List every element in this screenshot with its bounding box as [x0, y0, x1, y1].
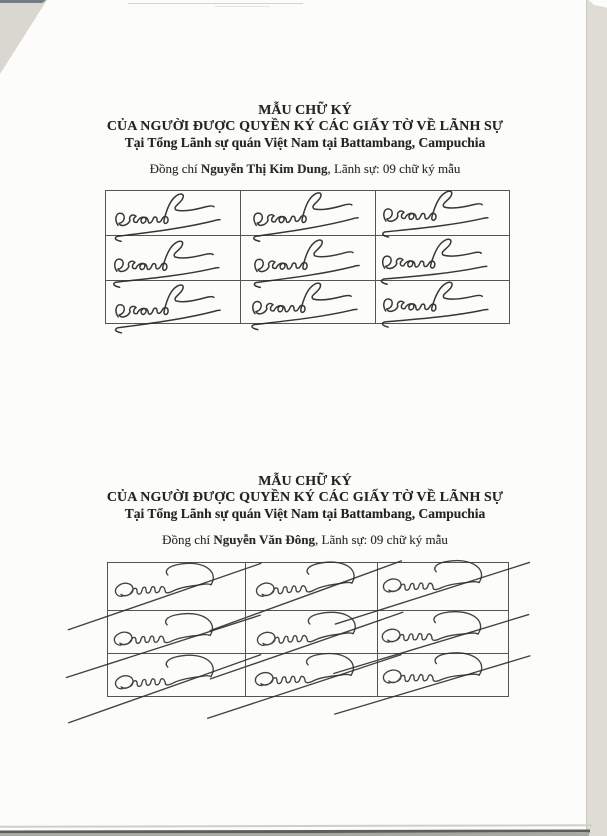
- section-1-subtitle: [12, 161, 598, 177]
- van-dong-signature: [248, 653, 386, 702]
- signature-cell: [108, 563, 246, 611]
- scan-noise-line: [128, 3, 303, 4]
- signature-cell: [108, 611, 246, 654]
- signature-cell: [376, 191, 509, 236]
- section-2-title-line3: Tại Tổng Lãnh sự quán Việt Nam tại Battambang, Campuchia: [124, 506, 486, 521]
- kim-dung-signature: [243, 280, 378, 326]
- scan-noise-line: [215, 6, 270, 7]
- van-dong-signature: [376, 559, 515, 609]
- paper-corner-notch: [588, 0, 607, 8]
- paper-bottom-edge: [0, 824, 592, 828]
- signature-cell: [108, 654, 246, 696]
- kim-dung-signature: [106, 191, 241, 237]
- subtitle-prefix: Đồng chí: [149, 161, 201, 176]
- signature-cell: [246, 563, 378, 611]
- section-1-title-line2: CỦA NGƯỜI ĐƯỢC QUYỀN KÝ CÁC GIẤY TỜ VỀ LÃNH SỰ: [106, 119, 504, 134]
- signature-cell: [376, 281, 509, 323]
- signer-name: Nguyễn Thị Kim Dung: [200, 161, 328, 176]
- section-2-title: MẪU CHỮ KÝ: [258, 474, 352, 489]
- signer-name: Nguyễn Văn Đông: [213, 532, 315, 547]
- signature-cell: [241, 236, 376, 281]
- signature-cell: [378, 563, 508, 611]
- kim-dung-signature: [105, 237, 241, 284]
- corner-fold-artifact: [0, 0, 47, 74]
- signature-cell: [241, 191, 376, 236]
- kim-dung-signature: [106, 281, 242, 328]
- van-dong-signature: [375, 650, 515, 703]
- kim-dung-signature: [374, 187, 510, 234]
- kim-dung-signature: [243, 188, 379, 236]
- kim-dung-signature: [372, 234, 508, 283]
- subtitle-prefix: Đồng chí: [162, 532, 214, 547]
- signature-cell: [106, 191, 241, 236]
- signature-cell: [378, 611, 508, 654]
- signature-grid-kim-dung: [105, 190, 510, 324]
- signature-cell: [106, 281, 241, 323]
- subtitle-suffix: , Lãnh sự: 09 chữ ký mẫu: [315, 532, 448, 547]
- section-2-subtitle: [12, 532, 598, 548]
- signature-cell: [246, 654, 378, 696]
- section-2-title-line2: CỦA NGƯỜI ĐƯỢC QUYỀN KÝ CÁC GIẤY TỜ VỀ LÃNH SỰ: [106, 490, 504, 505]
- scan-edge-line: [0, 0, 46, 3]
- kim-dung-signature: [245, 236, 380, 282]
- van-dong-signature: [108, 563, 246, 612]
- subtitle-suffix: , Lãnh sự: 09 chữ ký mẫu: [327, 161, 461, 176]
- section-1-title-line3: Tại Tổng Lãnh sự quán Việt Nam tại Battambang, Campuchia: [124, 135, 486, 150]
- signature-cell: [106, 236, 241, 281]
- signature-grid-van-dong: [107, 562, 509, 697]
- section-1-title: MẪU CHỮ KÝ: [258, 103, 352, 118]
- signature-cell: [376, 236, 509, 281]
- van-dong-signature: [108, 654, 247, 704]
- kim-dung-signature: [373, 277, 509, 327]
- scanner-edge-strip: [586, 0, 607, 836]
- van-dong-signature: [248, 560, 387, 611]
- signature-cell: [241, 281, 376, 323]
- signature-cell: [246, 611, 378, 654]
- signature-cell: [378, 654, 508, 696]
